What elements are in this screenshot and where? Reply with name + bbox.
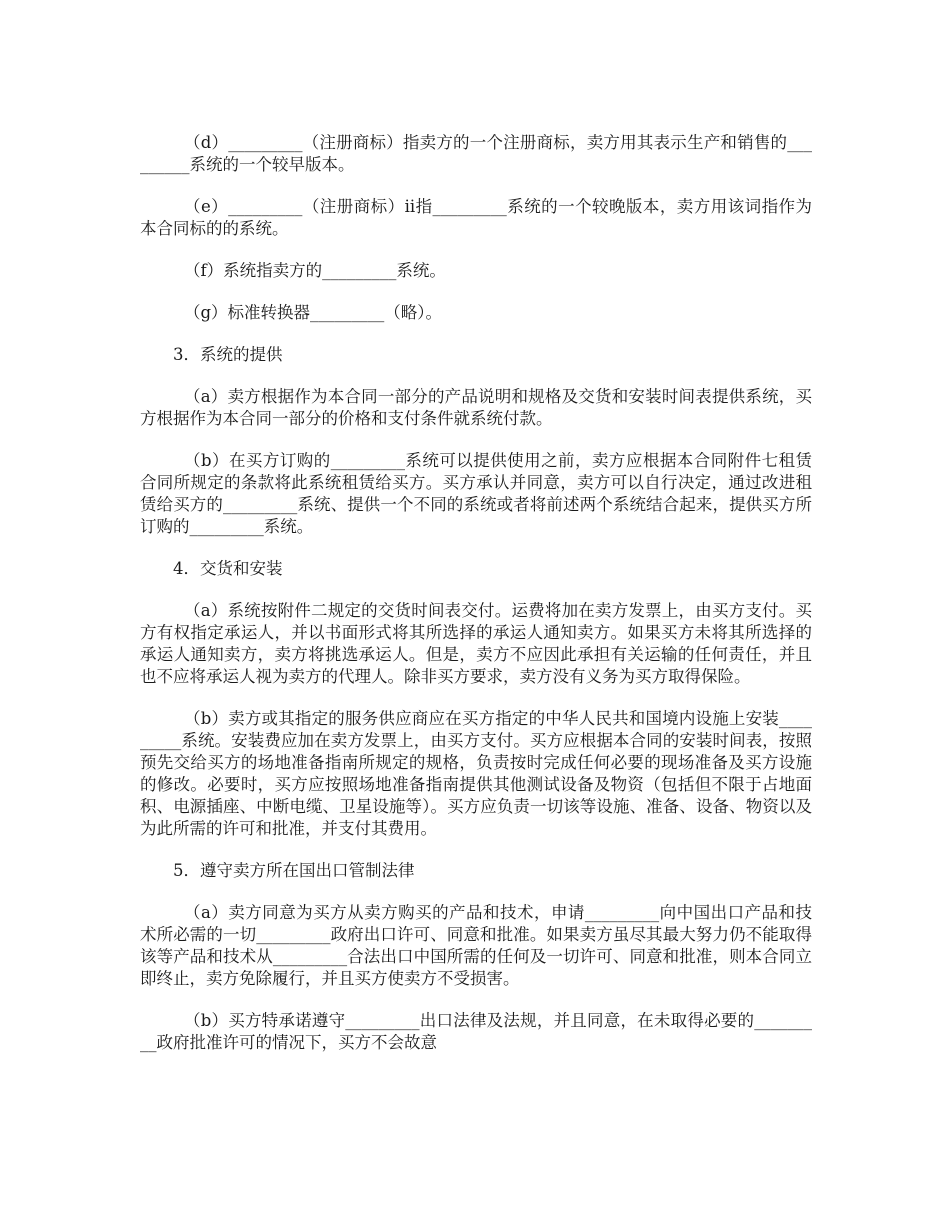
clause-4b: （b）卖方或其指定的服务供应商应在买方指定的中华人民共和国境内设施上安装_________系统。安装费应加在卖方发票上，由买方支付。买方应根据本合同的安装时间表，按照预先交给买方的场地准备指南所规定的规格，负责按时完成任何必要的现场准备及买方设施的修改。必要时，买方应按照场地准备指南提供其他测试设备及物资（包括但不限于占地面积、电源插座、中断电缆、卫星设施等）。买方应负责一切该等设施、准备、设备、物资以及为此所需的许可和批准，并支付其费用。 (140, 709, 812, 838)
clause-3b: （b）在买方订购的_________系统可以提供使用之前，卖方应根据本合同附件七租赁合同所规定的条款将此系统租赁给买方。买方承认并同意，卖方可以自行决定，通过改进租赁给买方的_________系统、提供一个不同的系统或者将前述两个系统结合起来，提供买方所订购的_________系统。 (140, 451, 812, 536)
clause-5b: （b）买方特承诺遵守_________出口法律及法规，并且同意，在未取得必要的_________政府批准许可的情况下，买方不会故意 (140, 1011, 812, 1052)
clause-1d: （d）_________（注册商标）指卖方的一个注册商标，卖方用其表示生产和销售的_________系统的一个较早版本。 (140, 133, 812, 174)
clause-5a: （a）卖方同意为买方从卖方购买的产品和技术，申请_________向中国出口产品和技术所必需的一切_________政府出口许可、同意和批准。如果卖方虽尽其最大努力仍不能取得该等产品和技术从_________合法出口中国所需的任何及一切许可、同意和批准，则本合同立即终止，卖方免除履行，并且买方使卖方不受损害。 (140, 903, 812, 988)
clause-3a: （a）卖方根据作为本合同一部分的产品说明和规格及交货和安装时间表提供系统，买方根据作为本合同一部分的价格和支付条件就系统付款。 (140, 387, 812, 428)
section-heading-4: 4．交货和安装 (173, 559, 283, 578)
document-body (140, 132, 812, 1074)
section-heading-3: 3．系统的提供 (173, 345, 283, 364)
clause-1f: （f）系统指卖方的_________系统。 (184, 261, 446, 280)
clause-1g: （g）标准转换器_________（略）。 (184, 303, 443, 322)
clause-4a: （a）系统按附件二规定的交货时间表交付。运费将加在卖方发票上，由买方支付。买方有权指定承运人，并以书面形式将其所选择的承运人通知卖方。如果买方未将其所选择的承运人通知卖方，卖方将挑选承运人。但是，卖方不应因此承担有关运输的任何责任，并且也不应将承运人视为卖方的代理人。除非买方要求，卖方没有义务为买方取得保险。 (140, 601, 812, 686)
section-heading-5: 5．遵守卖方所在国出口管制法律 (173, 861, 415, 880)
clause-1e: （e）_________（注册商标）ii指_________系统的一个较晚版本，卖方用该词指作为本合同标的的系统。 (140, 197, 812, 238)
